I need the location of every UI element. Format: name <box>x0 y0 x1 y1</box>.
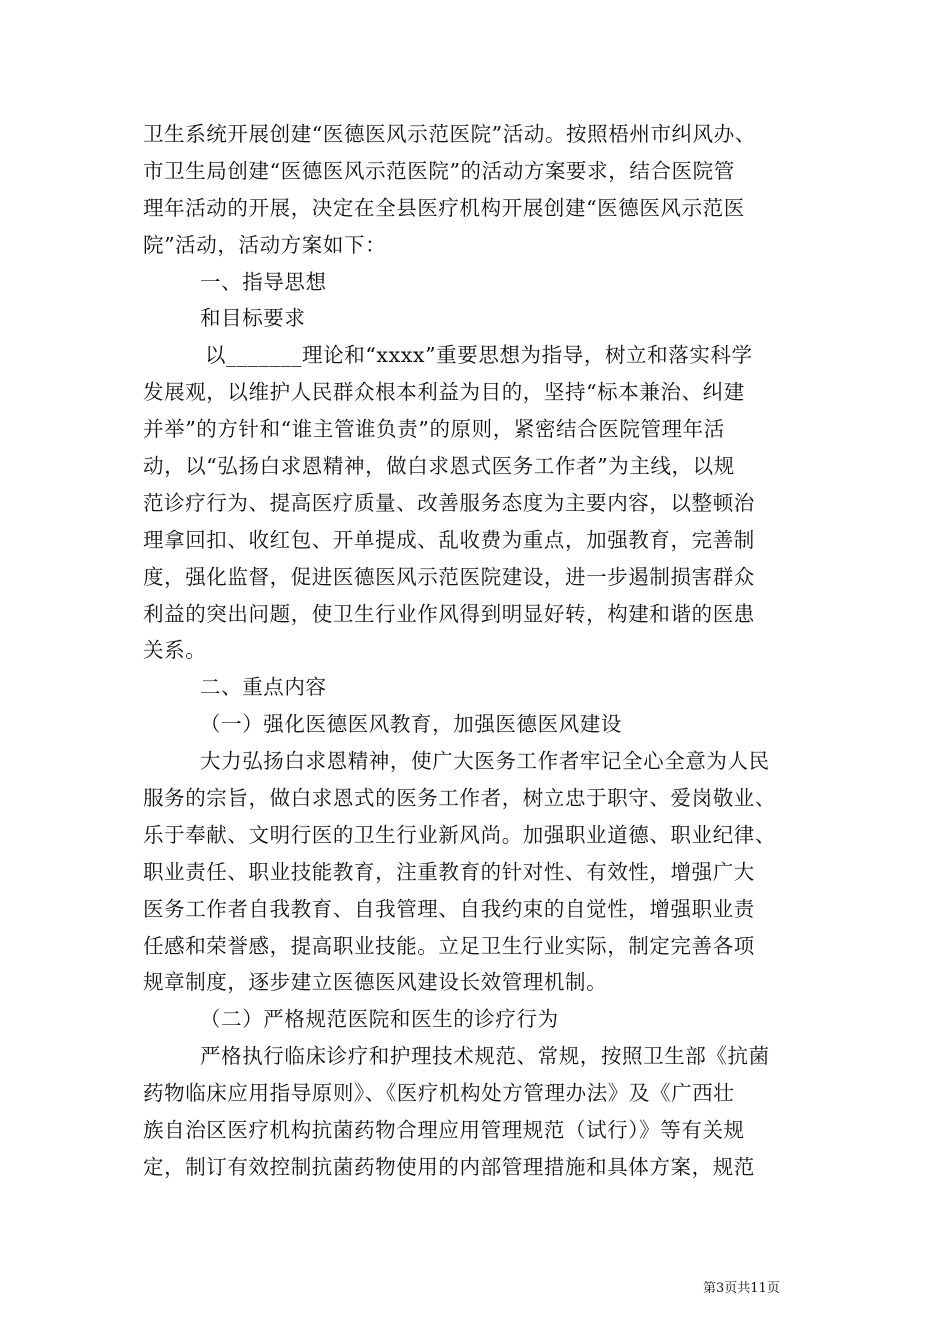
text-line: 卫生系统开展创建“医德医风示范医院”活动。按照梧州市纠风办、 <box>143 122 756 146</box>
text-line: 发展观，以维护人民群众根本利益为目的，坚持“标本兼治、纠建 <box>143 380 745 405</box>
text-line: 范诊疗行为、提高医疗质量、改善服务态度为主要内容，以整顿治 <box>143 490 755 515</box>
text-line: 服务的宗旨，做白求恩式的医务工作者，树立忠于职守、爱岗敬业、 <box>143 786 776 811</box>
text-line: 一、指导思想 <box>200 269 327 294</box>
text-line: 院”活动，活动方案如下： <box>143 232 387 257</box>
text-line: 二、重点内容 <box>200 675 327 700</box>
text-line: 严格执行临床诊疗和护理技术规范、常规，按照卫生部《抗菌 <box>200 1044 770 1069</box>
text-line: 任感和荣誉感，提高职业技能。立足卫生行业实际，制定完善各项 <box>143 933 755 958</box>
text-line: 理年活动的开展，决定在全县医疗机构开展创建“医德医风示范医 <box>143 195 745 220</box>
text-line: 规章制度，逐步建立医德医风建设长效管理机制。 <box>143 970 608 995</box>
text-line: （二）严格规范医院和医生的诊疗行为 <box>200 1007 559 1032</box>
text-line: 关系。 <box>143 638 207 663</box>
text-line: 医务工作者自我教育、自我管理、自我约束的自觉性，增强职业责 <box>143 896 755 921</box>
text-line: 动，以“弘扬白求恩精神，做白求恩式医务工作者”为主线，以规 <box>143 454 735 479</box>
text-line: 以_______理论和“xxxx”重要思想为指导，树立和落实科学 <box>205 343 753 368</box>
text-line: 市卫生局创建“医德医风示范医院”的活动方案要求，结合医院管 <box>143 158 735 183</box>
text-line: 大力弘扬白求恩精神，使广大医务工作者牢记全心全意为人民 <box>200 749 770 774</box>
text-line: 理拿回扣、收红包、开单提成、乱收费为重点，加强教育，完善制 <box>143 527 755 552</box>
page-number-footer: 第3页共11页 <box>703 1281 780 1296</box>
text-line: 定，制订有效控制抗菌药物使用的内部管理措施和具体方案，规范 <box>143 1154 755 1179</box>
text-line: 乐于奉献、文明行医的卫生行业新风尚。加强职业道德、职业纪律、 <box>143 822 776 847</box>
text-line: 度，强化监督，促进医德医风示范医院建设，进一步遏制损害群众 <box>143 564 755 589</box>
text-line: 职业责任、职业技能教育，注重教育的针对性、有效性，增强广大 <box>143 859 755 884</box>
text-line: 并举”的方针和“谁主管谁负责”的原则，紧密结合医院管理年活 <box>143 417 725 442</box>
text-line: 药物临床应用指导原则》、《医疗机构处方管理办法》及《广西壮 <box>143 1081 735 1106</box>
text-line: 利益的突出问题，使卫生行业作风得到明显好转，构建和谐的医患 <box>143 601 755 626</box>
text-line: 和目标要求 <box>200 306 306 331</box>
text-line: （一）强化医德医风教育，加强医德医风建设 <box>200 712 622 737</box>
text-line: 族自治区医疗机构抗菌药物合理应用管理规范（试行）》等有关规 <box>143 1118 745 1143</box>
document-body <box>143 116 823 1186</box>
